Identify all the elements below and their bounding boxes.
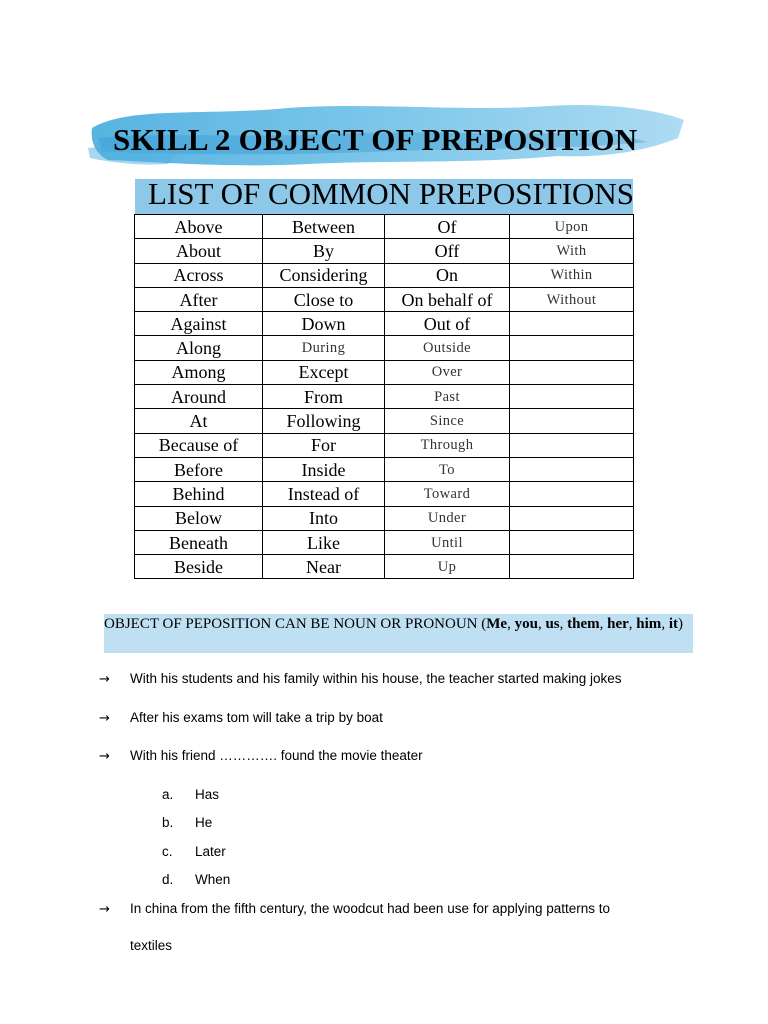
table-row	[135, 215, 634, 239]
preposition-cell: Beneath	[135, 530, 263, 554]
preposition-cell	[510, 312, 634, 336]
preposition-cell: Above	[135, 215, 263, 239]
preposition-cell: By	[263, 239, 385, 263]
preposition-cell: Past	[385, 385, 510, 409]
preposition-cell: Along	[135, 336, 263, 360]
list-title: LIST OF COMMON PREPOSITIONS	[148, 176, 635, 211]
preposition-cell: Through	[385, 433, 510, 457]
option-text: When	[195, 872, 231, 887]
preposition-cell: Before	[135, 457, 263, 481]
example-line	[99, 748, 423, 764]
preposition-cell: On	[385, 263, 510, 287]
preposition-cell: Without	[510, 287, 634, 311]
preposition-cell: From	[263, 385, 385, 409]
preposition-cell: Off	[385, 239, 510, 263]
arrow-icon: →	[99, 672, 110, 687]
preposition-cell: Beside	[135, 555, 263, 579]
preposition-cell: Down	[263, 312, 385, 336]
example-text: In china from the fifth century, the woodcut had been use for applying patterns to	[130, 901, 611, 916]
preposition-cell: Following	[263, 409, 385, 433]
preposition-cell: About	[135, 239, 263, 263]
example-text: With his friend …………. found the movie theater	[130, 748, 423, 763]
preposition-cell: Like	[263, 530, 385, 554]
note-pronoun-him: him	[636, 616, 662, 632]
note-prefix: OBJECT OF PEPOSITION CAN BE NOUN OR PRONOUN (	[104, 616, 487, 632]
example-text-continued: textiles	[130, 938, 173, 953]
example-line	[99, 901, 610, 917]
note-separator: ,	[599, 616, 608, 632]
example-line	[99, 671, 622, 687]
table-row	[135, 287, 634, 311]
option-text: Has	[195, 787, 220, 802]
preposition-cell: Near	[263, 555, 385, 579]
preposition-cell: Below	[135, 506, 263, 530]
preposition-cell: Over	[385, 360, 510, 384]
note-pronoun-them: them	[567, 616, 600, 632]
arrow-icon: →	[99, 749, 110, 764]
preposition-cell: Instead of	[263, 482, 385, 506]
preposition-cell	[510, 409, 634, 433]
preposition-cell: Toward	[385, 482, 510, 506]
preposition-cell: With	[510, 239, 634, 263]
preposition-cell: Within	[510, 263, 634, 287]
preposition-cell	[510, 457, 634, 481]
preposition-cell	[510, 336, 634, 360]
table-row	[135, 360, 634, 384]
arrow-icon: →	[99, 711, 110, 726]
note-pronoun-you: you	[514, 616, 538, 632]
preposition-cell: Considering	[263, 263, 385, 287]
preposition-cell: To	[385, 457, 510, 481]
option-letter: d.	[162, 872, 174, 887]
table-row	[135, 433, 634, 457]
preposition-cell: Out of	[385, 312, 510, 336]
example-line	[99, 710, 383, 726]
note-pronoun-me: Me	[486, 616, 508, 632]
table-row	[135, 530, 634, 554]
preposition-cell: Into	[263, 506, 385, 530]
note-separator: ,	[661, 616, 669, 632]
preposition-cell: Of	[385, 215, 510, 239]
preposition-cell: Behind	[135, 482, 263, 506]
preposition-cell	[510, 555, 634, 579]
option-c	[162, 844, 226, 859]
preposition-cell: After	[135, 287, 263, 311]
preposition-cell: Until	[385, 530, 510, 554]
note-separator: ,	[559, 616, 568, 632]
example-text: After his exams tom will take a trip by boat	[130, 710, 383, 725]
preposition-cell	[510, 360, 634, 384]
table-row	[135, 482, 634, 506]
preposition-cell: Close to	[263, 287, 385, 311]
preposition-cell: At	[135, 409, 263, 433]
preposition-cell	[510, 506, 634, 530]
preposition-cell: Except	[263, 360, 385, 384]
page-title: SKILL 2 OBJECT OF PREPOSITION	[113, 122, 638, 157]
option-text: Later	[195, 844, 226, 859]
option-b	[162, 815, 212, 830]
note-separator: ,	[537, 616, 546, 632]
preposition-cell: Across	[135, 263, 263, 287]
table-row	[135, 312, 634, 336]
preposition-cell: Upon	[510, 215, 634, 239]
table-row	[135, 385, 634, 409]
preposition-cell: Up	[385, 555, 510, 579]
preposition-cell: Inside	[263, 457, 385, 481]
table-row	[135, 457, 634, 481]
preposition-cell	[510, 433, 634, 457]
prepositions-table	[134, 214, 634, 579]
preposition-cell: During	[263, 336, 385, 360]
option-text: He	[195, 815, 213, 830]
preposition-cell: For	[263, 433, 385, 457]
preposition-cell: Around	[135, 385, 263, 409]
option-a	[162, 787, 219, 802]
table-row	[135, 506, 634, 530]
option-letter: b.	[162, 815, 174, 830]
note-suffix: )	[677, 616, 683, 632]
table-row	[135, 336, 634, 360]
preposition-cell	[510, 530, 634, 554]
table-row	[135, 409, 634, 433]
table-row	[135, 239, 634, 263]
note-separator: ,	[507, 616, 515, 632]
preposition-cell: Under	[385, 506, 510, 530]
note-pronoun-us: us	[545, 616, 560, 632]
preposition-cell: Between	[263, 215, 385, 239]
arrow-icon: →	[99, 902, 110, 917]
preposition-cell: Against	[135, 312, 263, 336]
option-letter: a.	[162, 787, 174, 802]
note-pronoun-it: it	[668, 616, 678, 632]
preposition-cell: On behalf of	[385, 287, 510, 311]
example-text: With his students and his family within his house, the teacher started making jokes	[130, 671, 622, 686]
option-letter: c.	[162, 844, 173, 859]
preposition-cell: Outside	[385, 336, 510, 360]
table-row	[135, 263, 634, 287]
object-of-preposition-note	[104, 614, 693, 653]
preposition-cell: Among	[135, 360, 263, 384]
preposition-cell	[510, 385, 634, 409]
option-d	[162, 872, 230, 887]
preposition-cell	[510, 482, 634, 506]
preposition-cell: Because of	[135, 433, 263, 457]
note-pronoun-her: her	[607, 616, 629, 632]
preposition-cell: Since	[385, 409, 510, 433]
note-separator: ,	[628, 616, 637, 632]
table-row	[135, 555, 634, 579]
